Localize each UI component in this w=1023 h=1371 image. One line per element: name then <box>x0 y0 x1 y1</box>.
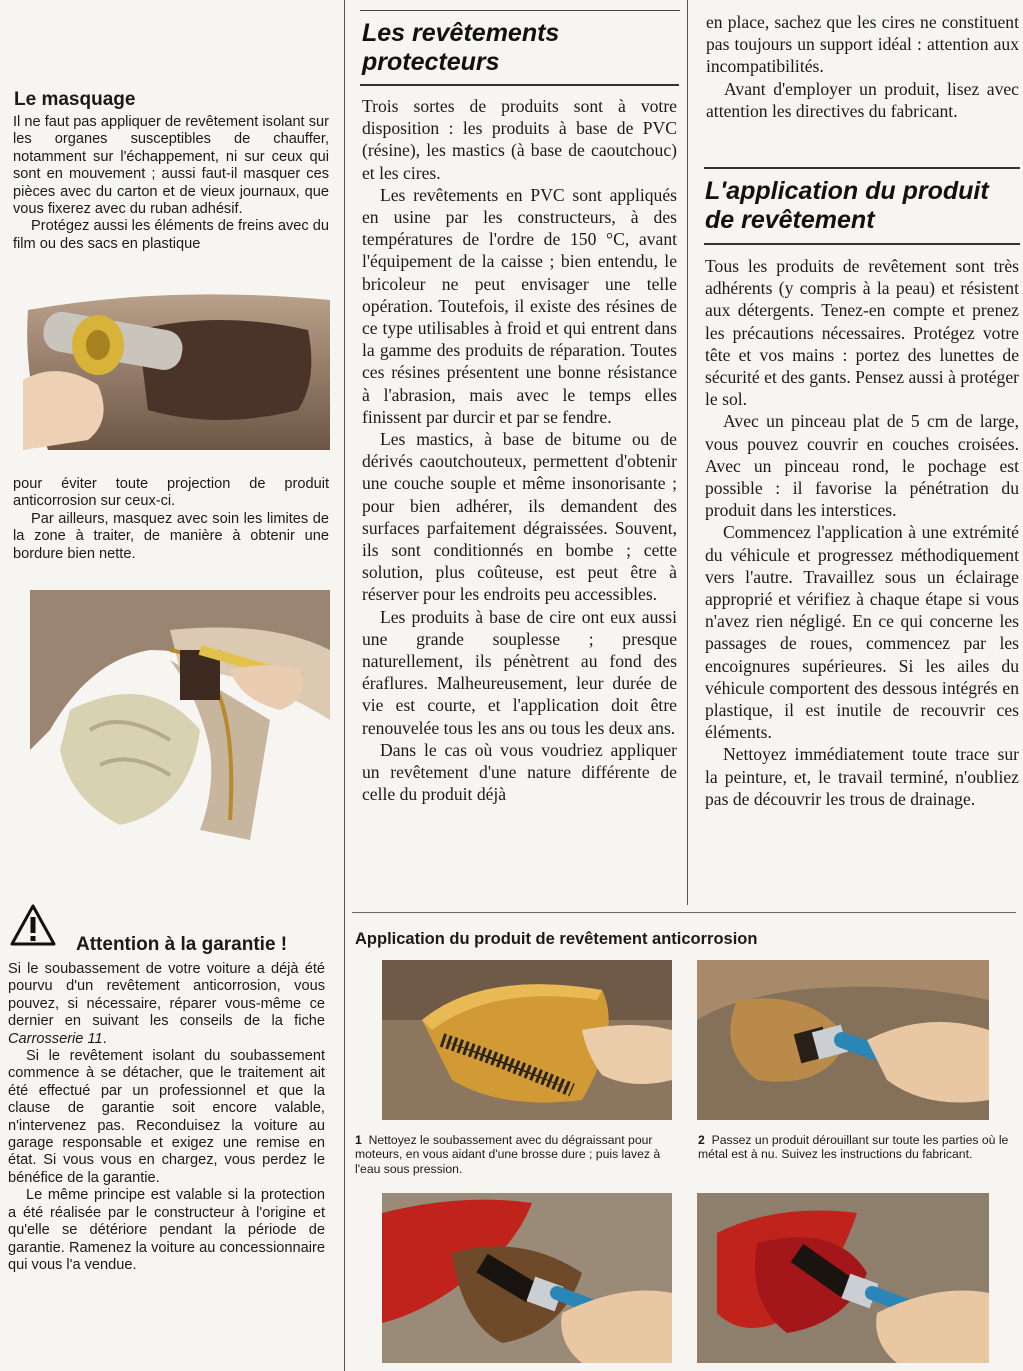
step-1-text: Nettoyez le soubassement avec du dégraissant pour moteurs, en vous aidant d'une brosse dure ; puis lavez à l'eau sous pression. <box>355 1133 661 1176</box>
masquage-title: Le masquage <box>14 89 136 110</box>
masquage-paragraph-1: Il ne faut pas appliquer de revêtement isolant sur les organes susceptibles de chauffer, notamment sur l'échappement, ni sur ceux qui sont en mouvement ; aussi faut-il masquer ces pièces avec du carton et de vieux journaux, que vous fixerez avec du ruban adhésif. <box>13 114 329 218</box>
steps-top-rule <box>352 912 1016 913</box>
warning-paragraph-1: Si le soubassement de votre voiture a déjà été pourvu d'un revêtement anticorrosion, vous pouvez, si nécessaire, réparer vous-même ce dernier en suivant les conseils de la fiche Carrosserie 11. <box>8 961 325 1047</box>
top-rule-middle <box>360 10 680 11</box>
middle-paragraph-4: Les produits à base de cire ont eux aussi une grande souplesse ; presque naturellement, ils pénètrent au fond des éraflures. Malheureusement, leur durée de vie est courte, et l'application doit être renouvelée tous les ans ou tous les deux ans. <box>362 606 677 738</box>
right-paragraph-directives: Avant d'employer un produit, lisez avec attention les directives du fabricant. <box>706 78 1019 121</box>
middle-body <box>362 95 677 806</box>
masquage-text-2 <box>13 476 329 563</box>
middle-title <box>362 19 559 77</box>
step-2-caption <box>698 1133 1016 1162</box>
warning-text <box>8 961 325 1274</box>
middle-paragraph-3: Les mastics, à base de bitume ou de dérivés caoutchouteux, permettent d'obtenir une couche souple et même insonorisante ; pour bien adhérer, ils demandent des surfaces parfaitement dégraissées. Souvent, ils sont conditionnés en bombe ; cette solution, plus coûteuse, est peut être à réserver pour les endroits peu accessibles. <box>362 429 677 605</box>
right-title-line-2: de revêtement <box>705 206 875 234</box>
masking-exhaust-illustration <box>18 290 330 450</box>
right-paragraph-continued: en place, sachez que les cires ne constituent pas toujours un support idéal : attention aux incompatibilités. <box>706 12 1019 77</box>
masquage-paragraph-2: Protégez aussi les éléments de freins avec du film ou des sacs en plastique <box>13 218 329 252</box>
middle-title-rule <box>360 84 679 86</box>
middle-paragraph-5: Dans le cas où vous voudriez appliquer un revêtement d'une nature différente de celle du produit déjà <box>362 739 677 805</box>
right-paragraph-2: Avec un pinceau plat de 5 cm de large, vous pouvez couvrir en couches croisées. Avec un pinceau rond, le pochage est possible : il favorise la pénétration du produit dans les interstices. <box>705 411 1019 521</box>
right-paragraph-1: Tous les produits de revêtement sont très adhérents (y compris à la peau) et résistent aux détergents. Tenez-en compte et prenez les précautions nécessaires. Protégez votre tête et vos mains : portez des lunettes de sécurité et des gants. Pensez aussi à protéger le sol. <box>705 256 1019 410</box>
photo-step-2-flat-brush <box>697 960 989 1120</box>
warning-title: Attention à la garantie ! <box>76 934 288 955</box>
step-1-caption <box>355 1133 673 1176</box>
right-body <box>705 255 1019 810</box>
right-title-rule-bottom <box>704 243 1020 245</box>
photo-step-1-brush <box>382 960 672 1120</box>
step-2-number: 2 <box>698 1133 705 1147</box>
right-title-rule-top <box>704 167 1020 169</box>
photo-step-4-red-product <box>697 1193 989 1363</box>
masquage-text-1 <box>13 114 329 253</box>
warning-reference: Carrosserie 11 <box>8 1030 103 1047</box>
warning-paragraph-2: Si le revêtement isolant du soubassement commence à se détacher, que le traitement ait été effectué par un professionnel et que la clause de garantie soit encore valable, n'intervenez pas. Reconduisez la voiture au garage responsable et exigez une remise en état. Si vous vous en chargez, vous perdez le bénéfice de la garantie. <box>8 1048 325 1186</box>
step-1-number: 1 <box>355 1133 362 1147</box>
masking-brake-illustration <box>30 590 330 840</box>
middle-paragraph-1: Trois sortes de produits sont à votre disposition : les produits à base de PVC (résine), les mastics (à base de caoutchouc) et les cires. <box>362 96 677 183</box>
masquage-paragraph-3: pour éviter toute projection de produit anticorrosion sur ceux-ci. <box>13 476 329 510</box>
right-title <box>705 177 989 235</box>
masquage-paragraph-4: Par ailleurs, masquez avec soin les limites de la zone à traiter, de manière à obtenir une bordure bien nette. <box>13 510 329 562</box>
warning-paragraph-3: Le même principe est valable si la protection a été réalisée par le constructeur à l'origine et qu'elle se détériore pendant la période de garantie. Ramenez la voiture au concessionnaire qui vous l'a vendue. <box>8 1187 325 1273</box>
steps-section-title: Application du produit de revêtement anticorrosion <box>355 930 758 948</box>
photo-step-3-red-product <box>382 1193 672 1363</box>
middle-paragraph-2: Les revêtements en PVC sont appliqués en usine par les constructeurs, à des températures de l'ordre de 150 °C, avant l'équipement de la caisse ; bien entendu, le bricoleur ne peut envisager une telle opération. Toutefois, il existe des résines de ce type utilisables à froid et qui entrent dans la gamme des produits de réparation. Toutes ces résines présentent une bonne résistance à l'abrasion, mais avec le temps elles finissent par durcir et par se fendre. <box>362 184 677 427</box>
warning-icon <box>10 904 56 946</box>
photo-masking-exhaust <box>18 290 330 450</box>
column-divider-left <box>344 0 345 1371</box>
photo-masking-brake <box>30 590 330 840</box>
step-2-text: Passez un produit dérouillant sur toute les parties où le métal est à nu. Suivez les instructions du fabricant. <box>698 1133 1009 1162</box>
middle-title-line-1: Les revêtements <box>362 19 560 47</box>
right-body-top <box>706 11 1019 122</box>
middle-title-line-2: protecteurs <box>362 48 500 76</box>
right-paragraph-3: Commencez l'application à une extrémité du véhicule et progressez méthodiquement vers l'autre. Travaillez sous un éclairage approprié et vérifiez à chaque étape si vous n'avez rien négligé. En ce qui concerne les passages de roues, commencez par les encoignures supérieures. Si les ailes du véhicule comportent des dessous intégrés en plastique, il est inutile de recouvrir ces éléments. <box>705 522 1019 743</box>
column-divider-right <box>687 0 688 905</box>
right-paragraph-4: Nettoyez immédiatement toute trace sur la peinture, et, le travail terminé, n'oubliez pas de découvrir les trous de drainage. <box>705 744 1019 809</box>
right-title-line-1: L'application du produit <box>705 177 989 205</box>
